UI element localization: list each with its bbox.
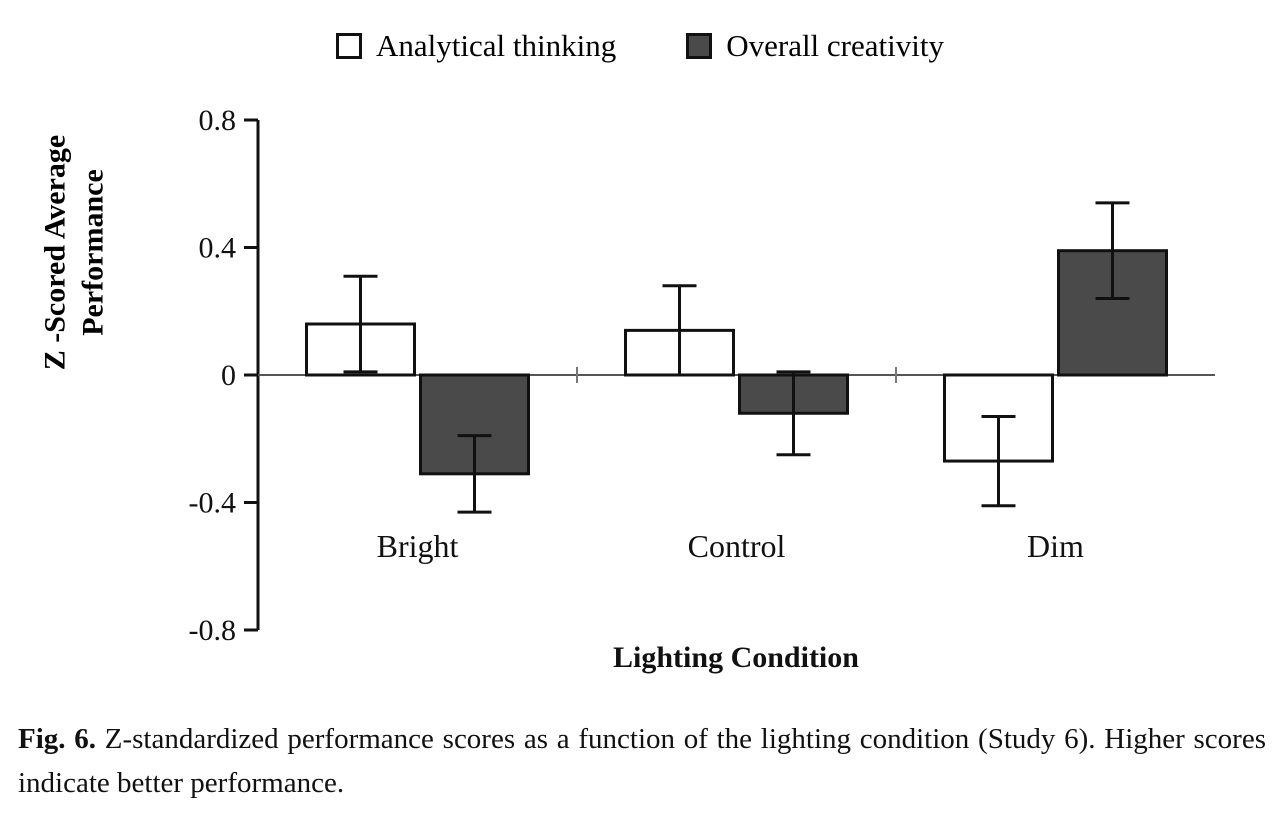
y-axis-title — [37, 93, 112, 413]
chart-canvas — [0, 95, 1280, 675]
y-axis-tick-label: 0.8 — [198, 104, 236, 137]
x-axis-title: Lighting Condition — [613, 641, 859, 674]
y-axis-tick-label: 0.4 — [198, 231, 236, 265]
figure-caption — [18, 718, 1266, 805]
bars-layer — [307, 203, 1167, 512]
category-label: Dim — [1027, 528, 1084, 564]
y-axis-tick-label: -0.4 — [188, 486, 236, 520]
y-axis-tick-label: 0 — [221, 359, 236, 392]
legend-item-overall-creativity — [686, 30, 944, 61]
legend-item-analytical-thinking — [336, 30, 616, 61]
category-labels — [377, 528, 1084, 564]
y-axis-ticks — [189, 104, 259, 647]
legend-swatch-open-icon — [336, 33, 362, 59]
y-axis-tick-label: -0.8 — [188, 614, 236, 647]
legend-label-analytical-thinking: Analytical thinking — [376, 28, 617, 63]
y-axis-title-text: Z -Scored Average Performance — [38, 134, 109, 371]
legend-swatch-filled-icon — [686, 33, 712, 59]
legend-label-overall-creativity: Overall creativity — [726, 28, 944, 63]
bar-chart — [0, 95, 1280, 675]
figure-caption-text: Z-standardized performance scores as a function of the lighting condition (Study 6). Higher scores indicate better performance. — [18, 723, 1266, 799]
category-label: Bright — [376, 528, 459, 564]
category-label: Control — [687, 528, 786, 564]
chart-legend — [0, 30, 1280, 61]
figure-number: Fig. 6. — [18, 723, 97, 755]
